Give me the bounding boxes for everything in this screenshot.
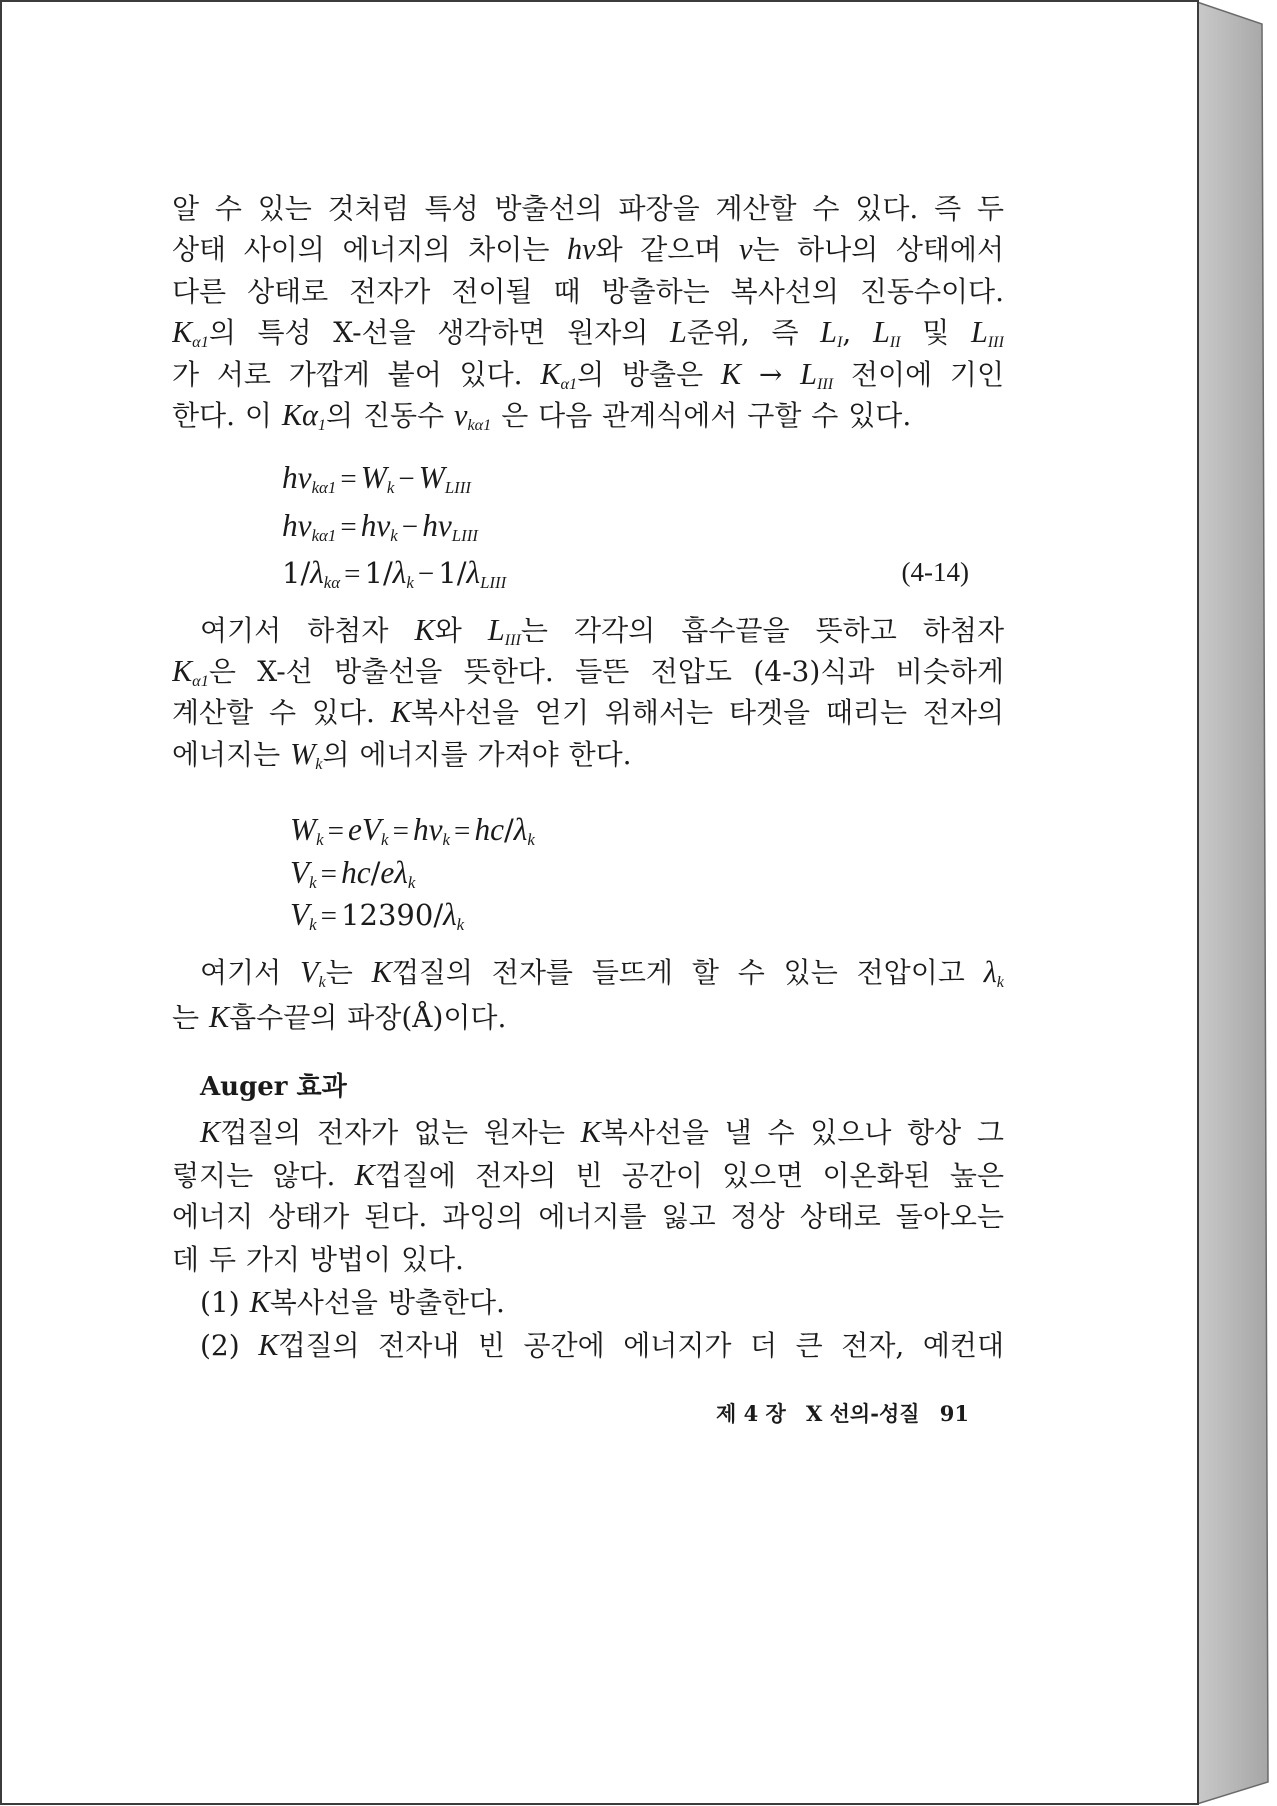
math-subscript: k (390, 525, 398, 545)
math-operator: = (454, 815, 471, 847)
text-run: / (504, 813, 514, 847)
math-symbol: hν (412, 812, 443, 847)
math-subscript: III (816, 374, 834, 393)
text-run: 렇지는 않다. (172, 1158, 355, 1192)
text-run: 복사선을 방출한다. (269, 1286, 505, 1320)
math-symbol: V (290, 897, 310, 932)
math-subscript: k (996, 972, 1004, 991)
math-symbol: V (290, 854, 310, 890)
text-run: 흡수끝의 파장(Å)이다. (229, 1001, 507, 1034)
section-heading: Auger 효과 (200, 1072, 347, 1102)
math-symbol: K (354, 1157, 375, 1192)
text-line (172, 995, 1004, 1040)
text-run: 상태 사이의 에너지의 차이는 (172, 233, 568, 267)
text-run: 1/ (364, 556, 393, 590)
text-run: 1/ (438, 556, 467, 590)
math-subscript: LIII (451, 525, 478, 545)
text-run: 한다. 이 (172, 398, 282, 432)
math-subscript: kα (323, 573, 341, 593)
math-subscript: k (527, 830, 535, 850)
text-run: 데 두 가지 방법이 있다. (172, 1242, 464, 1276)
text-run: 는 각각의 흡수끝을 뜻하고 하첨자 (520, 614, 1004, 647)
math-operator: = (327, 815, 344, 847)
math-symbol: K (249, 1285, 270, 1320)
math-subscript: k (309, 915, 317, 935)
math-symbol: W (290, 812, 317, 847)
text-run: 은 X-선 방출선을 뜻한다. 들뜬 전압도 (4-3)식과 비슷하게 (208, 655, 1004, 689)
equation-line (282, 454, 969, 502)
math-subscript: k (456, 915, 465, 935)
equation-line (290, 809, 890, 852)
paragraph-4 (172, 1111, 1004, 1367)
math-symbol: hν (282, 507, 312, 543)
math-subscript: k (406, 573, 414, 593)
math-symbol: K (172, 654, 193, 689)
math-symbol: V (300, 955, 319, 989)
math-subscript: k (386, 478, 395, 498)
text-run: 껍질의 전자내 빈 공간에 에너지가 더 큰 전자, 예컨대 (278, 1328, 1004, 1362)
math-symbol: K (390, 695, 411, 730)
text-line (172, 271, 1004, 312)
math-operator: − (401, 510, 419, 543)
math-operator: = (344, 558, 361, 590)
text-line (172, 1154, 1004, 1197)
text-run: 에너지 상태가 된다. 과잉의 에너지를 잃고 정상 상태로 돌아오는 (172, 1200, 1004, 1234)
math-symbol: hc (474, 812, 505, 847)
text-run: / (370, 855, 381, 890)
text-run: 껍질의 전자가 없는 원자는 (220, 1116, 581, 1149)
text-run: 의 에너지를 가져야 한다. (322, 737, 632, 771)
math-operator: − (398, 463, 415, 495)
paragraph-1 (172, 188, 1004, 436)
text-run: → (741, 357, 801, 391)
math-subscript: III (987, 333, 1004, 352)
math-subscript: k (315, 754, 323, 773)
equation-block-2 (290, 809, 890, 937)
paragraph-3 (172, 950, 1004, 1040)
text-run: 의 특성 X-선을 생각하면 원자의 (208, 316, 670, 350)
math-symbol: eλ (380, 854, 408, 890)
math-symbol: W (360, 460, 387, 495)
math-operator: − (417, 558, 435, 590)
math-symbol: hν (360, 507, 391, 543)
text-line (172, 188, 1004, 229)
text-run: 는 (172, 1001, 209, 1034)
text-run: 복사선을 낼 수 있으나 항상 그 (600, 1116, 1004, 1149)
math-symbol: W (418, 460, 445, 495)
text-run: 는 (325, 956, 372, 989)
text-run: (2) (200, 1328, 259, 1362)
math-subscript: 1 (317, 415, 327, 434)
text-run: 전이에 기인 (833, 357, 1004, 391)
math-subscript: k (309, 872, 317, 892)
footer-chapter-title: X 선의-성질 (806, 1401, 920, 1426)
math-symbol: λ (443, 897, 457, 932)
math-subscript: LIII (444, 478, 471, 498)
text-run: 여기서 (200, 956, 301, 989)
math-symbol: W (290, 736, 316, 771)
math-subscript: kα1 (467, 415, 492, 434)
math-symbol: K (172, 315, 193, 350)
text-line (172, 1111, 1004, 1154)
text-run: 와 같으며 (595, 233, 739, 267)
math-symbol: L (800, 356, 817, 391)
text-run: 와 (434, 614, 488, 647)
math-operator: = (320, 857, 338, 890)
book-side-edge (1197, 2, 1268, 1804)
math-symbol: λ (310, 555, 324, 590)
math-subscript: k (318, 972, 326, 991)
text-line (172, 229, 1004, 270)
math-symbol: hν (567, 232, 596, 267)
math-symbol: eV (348, 812, 382, 847)
text-line (172, 1324, 1004, 1367)
math-subscript: k (407, 872, 416, 892)
math-subscript: α1 (192, 672, 209, 691)
math-subscript: kα1 (311, 525, 337, 545)
text-run: 껍질에 전자의 빈 공간이 있으면 이온화된 높은 (374, 1158, 1004, 1192)
math-subscript: α1 (192, 333, 209, 352)
math-symbol: L (970, 315, 988, 350)
page-footer (716, 1398, 969, 1430)
math-symbol: λ (466, 555, 481, 590)
text-run: 에너지는 (172, 737, 291, 771)
math-symbol: Kα (281, 397, 318, 432)
math-symbol: K (540, 356, 561, 391)
math-symbol: hν (422, 507, 452, 543)
text-run: 여기서 하첨자 (200, 614, 415, 647)
text-run: 계산할 수 있다. (172, 696, 391, 730)
math-symbol: K (414, 613, 435, 647)
text-run: 의 진동수 (326, 398, 455, 432)
math-operator: = (340, 510, 357, 543)
equation-line (282, 502, 969, 550)
footer-chapter: 제 4 장 (716, 1401, 786, 1426)
math-symbol: L (670, 315, 687, 350)
math-subscript: k (316, 830, 324, 850)
math-symbol: K (371, 955, 392, 989)
math-subscript: III (504, 630, 521, 649)
math-subscript: I (837, 333, 843, 352)
text-line (172, 651, 1004, 692)
text-run: 가 서로 가깝게 붙어 있다. (172, 357, 541, 391)
math-subscript: II (889, 333, 901, 352)
math-symbol: L (487, 613, 505, 647)
text-run: 는 하나의 상태에서 (752, 233, 1004, 267)
text-run: 다른 상태로 전자가 전이될 때 방출하는 복사선의 진동수이다. (172, 274, 1004, 308)
math-symbol: L (872, 315, 890, 350)
math-symbol: hc (341, 854, 371, 890)
paragraph-2 (172, 610, 1004, 775)
text-run: 1/ (282, 556, 311, 590)
text-run: (1) (200, 1286, 250, 1320)
math-operator: = (320, 900, 338, 932)
text-line (172, 1239, 1004, 1282)
text-run: , (842, 316, 873, 350)
text-line (172, 610, 1004, 651)
text-run: 의 방출은 (577, 357, 721, 391)
math-operator: = (392, 815, 409, 847)
math-symbol: λ (513, 812, 528, 847)
math-subscript: kα1 (311, 478, 337, 498)
math-symbol: K (580, 1115, 601, 1149)
math-symbol: K (720, 356, 742, 391)
text-run: 준위, 즉 (686, 316, 821, 350)
math-subscript: α1 (560, 374, 578, 393)
math-symbol: λ (392, 555, 407, 590)
math-symbol: ν (738, 232, 753, 267)
math-symbol: L (820, 315, 837, 350)
text-line (172, 1196, 1004, 1239)
math-symbol: hν (282, 460, 312, 495)
text-run: 및 (900, 316, 971, 350)
math-subscript: k (442, 830, 450, 850)
page-number: 91 (939, 1401, 969, 1426)
text-line (172, 312, 1004, 353)
equation-number: (4-14) (901, 557, 969, 587)
math-symbol: ν (454, 397, 468, 432)
text-line (172, 1281, 1004, 1324)
equation-line (290, 852, 890, 895)
math-symbol: K (200, 1115, 221, 1149)
math-subscript: k (381, 830, 389, 850)
text-run: 은 다음 관계식에서 구할 수 있다. (491, 398, 912, 432)
equation-block-1 (282, 454, 969, 597)
text-line (172, 950, 1004, 995)
text-line (172, 395, 1004, 436)
text-run: 12390/ (341, 898, 444, 932)
text-line (172, 734, 1004, 775)
text-line (172, 354, 1004, 395)
text-line (172, 692, 1004, 733)
math-subscript: LIII (480, 573, 507, 593)
math-symbol: λ (983, 955, 997, 989)
text-run: 껍질의 전자를 들뜨게 할 수 있는 전압이고 (391, 956, 984, 989)
math-symbol: K (208, 1000, 230, 1034)
equation-line (282, 549, 969, 597)
math-operator: = (340, 463, 357, 495)
text-run: 복사선을 얻기 위해서는 타겟을 때리는 전자의 (410, 696, 1004, 730)
math-symbol: K (258, 1327, 279, 1362)
text-run: 알 수 있는 것처럼 특성 방출선의 파장을 계산할 수 있다. 즉 두 (172, 192, 1004, 225)
equation-line (290, 894, 890, 937)
